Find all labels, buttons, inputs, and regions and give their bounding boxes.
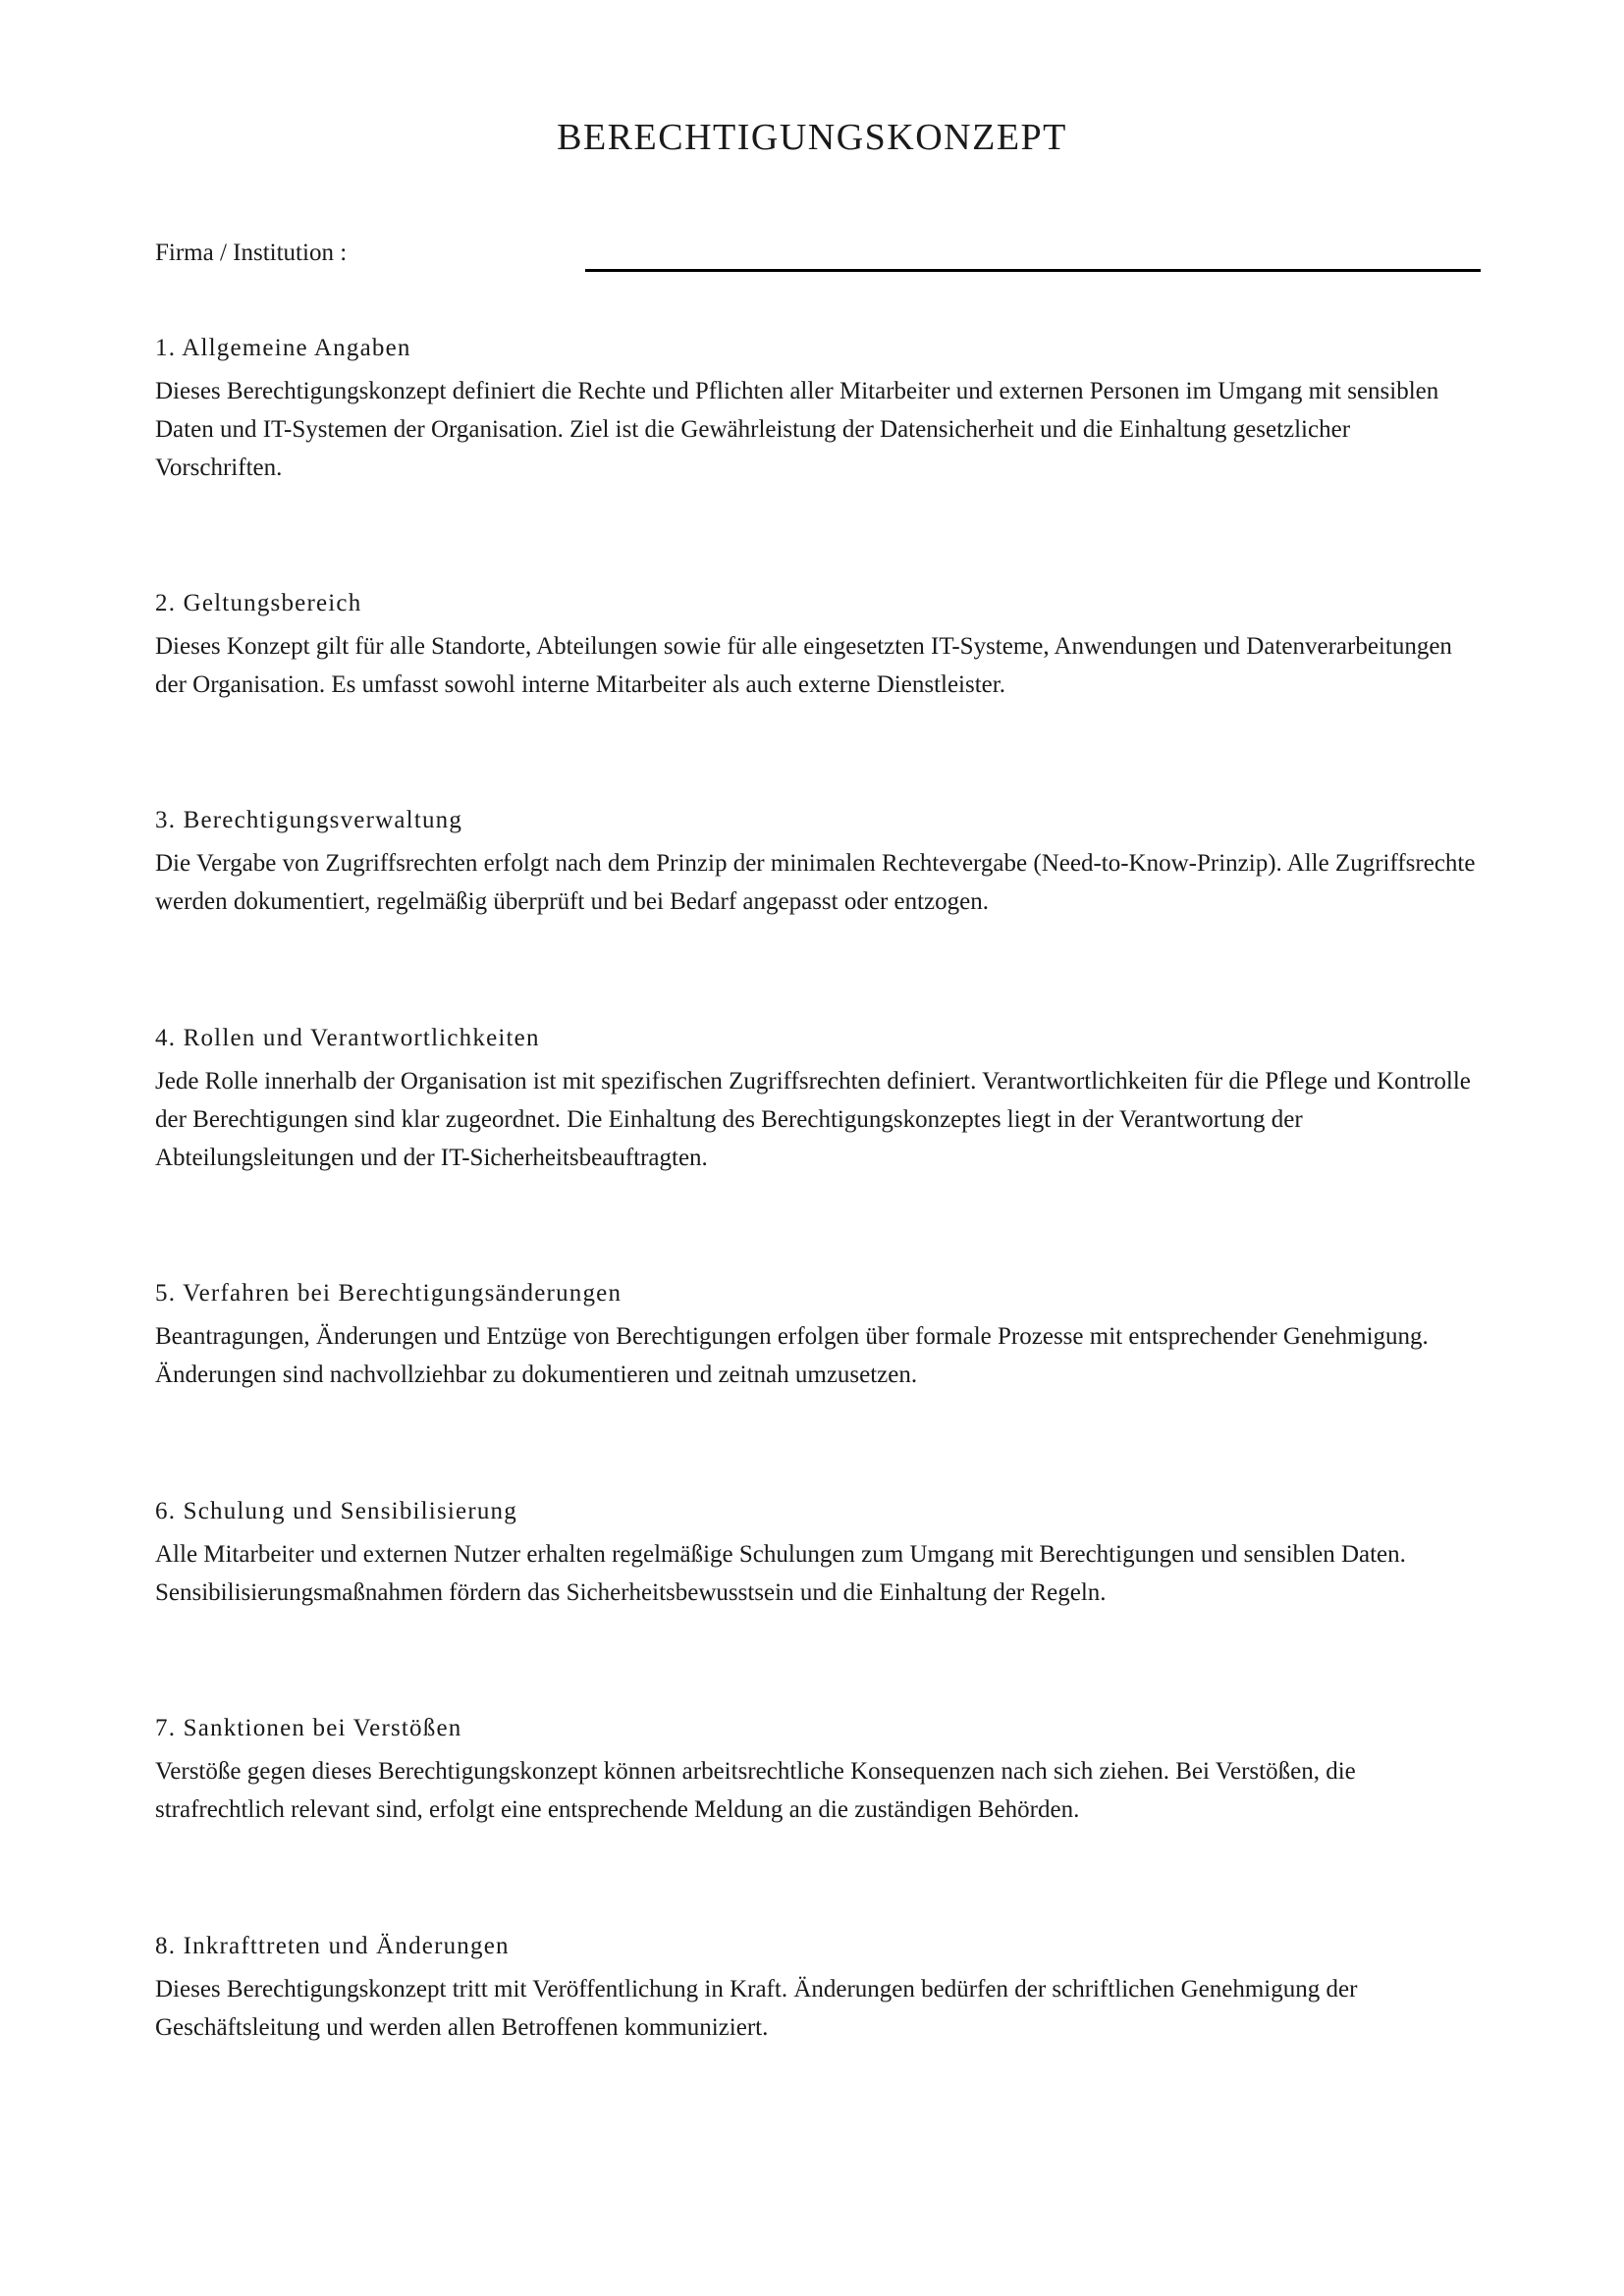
section-scope bbox=[155, 586, 1481, 704]
section-body: Dieses Berechtigungskonzept definiert die Rechte und Pflichten aller Mitarbeiter und externen Personen im Umgang mit sensiblen Daten und IT-Systemen der Organisation. Ziel ist die Gewährleistung der Datensicherheit und die Einhaltung gesetzlicher Vorschriften. bbox=[155, 378, 1439, 481]
section-roles-responsibilities bbox=[155, 1021, 1481, 1177]
section-heading: 8. Inkrafttreten und Änderungen bbox=[155, 1933, 510, 1959]
company-field-row bbox=[155, 236, 1481, 285]
section-heading: 6. Schulung und Sensibilisierung bbox=[155, 1498, 517, 1524]
section-body: Beantragungen, Änderungen und Entzüge von Berechtigungen erfolgen über formale Prozesse mit entsprechender Genehmigung. Änderungen sind nachvollziehbar zu dokumentieren und zeitnah umzusetzen. bbox=[155, 1323, 1429, 1388]
document-title: BERECHTIGUNGSKONZEPT bbox=[557, 117, 1067, 158]
section-body: Verstöße gegen dieses Berechtigungskonzept können arbeitsrechtliche Konsequenzen nach sich ziehen. Bei Verstößen, die strafrechtlich relevant sind, erfolgt eine entsprechende Meldung an die zuständigen Behörden. bbox=[155, 1758, 1356, 1823]
section-heading: 2. Geltungsbereich bbox=[155, 590, 362, 616]
section-body: Jede Rolle innerhalb der Organisation ist mit spezifischen Zugriffsrechten definiert. Verantwortlichkeiten für die Pflege und Kontrolle der Berechtigungen sind klar zugeordnet. Die Einhaltung des Berechtigungskonzeptes liegt in der Verantwortung der Abteilungsleitungen und der IT-Sicherheitsbeauftragten. bbox=[155, 1068, 1471, 1171]
section-body: Dieses Berechtigungskonzept tritt mit Veröffentlichung in Kraft. Änderungen bedürfen der schriftlichen Genehmigung der Geschäftsleitung und werden allen Betroffenen kommuniziert. bbox=[155, 1976, 1358, 2041]
section-permission-management bbox=[155, 803, 1481, 921]
section-heading: 4. Rollen und Verantwortlichkeiten bbox=[155, 1025, 540, 1051]
section-change-procedures bbox=[155, 1276, 1481, 1394]
section-general-information bbox=[155, 331, 1481, 487]
section-sanctions bbox=[155, 1711, 1481, 1829]
section-heading: 7. Sanktionen bei Verstößen bbox=[155, 1715, 462, 1741]
company-field-line[interactable] bbox=[585, 269, 1481, 272]
section-heading: 1. Allgemeine Angaben bbox=[155, 335, 411, 361]
section-training-awareness bbox=[155, 1494, 1481, 1612]
section-body: Alle Mitarbeiter und externen Nutzer erhalten regelmäßige Schulungen zum Umgang mit Berechtigungen und sensiblen Daten. Sensibilisierungsmaßnahmen fördern das Sicherheitsbewusstsein und die Einhaltung der Regeln. bbox=[155, 1541, 1406, 1606]
section-effective-date-changes bbox=[155, 1929, 1481, 2047]
company-field-label: Firma / Institution : bbox=[155, 240, 348, 266]
section-heading: 3. Berechtigungsverwaltung bbox=[155, 807, 463, 833]
section-heading: 5. Verfahren bei Berechtigungsänderungen bbox=[155, 1280, 623, 1307]
section-body: Die Vergabe von Zugriffsrechten erfolgt nach dem Prinzip der minimalen Rechtevergabe (Need-to-Know-Prinzip). Alle Zugriffsrechte werden dokumentiert, regelmäßig überprüft und bei Bedarf angepasst oder entzogen. bbox=[155, 850, 1476, 915]
section-body: Dieses Konzept gilt für alle Standorte, Abteilungen sowie für alle eingesetzten IT-Systeme, Anwendungen und Datenverarbeitungen der Organisation. Es umfasst sowohl interne Mitarbeiter als auch externe Dienstleister. bbox=[155, 633, 1452, 698]
